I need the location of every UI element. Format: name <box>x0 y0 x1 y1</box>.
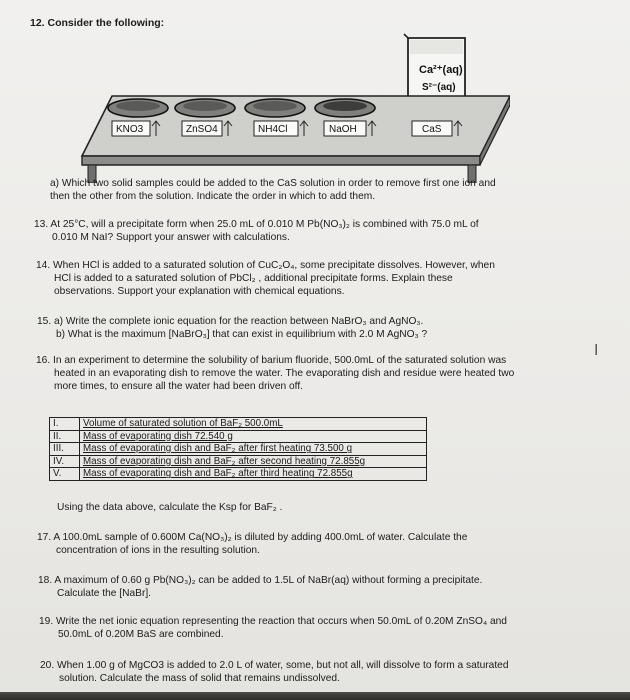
q18: 18. A maximum of 0.60 g Pb(NO₃)₂ can be added to 1.5L of NaBr(aq) without forming a precipitate. Calculate the [NaBr]. <box>38 575 483 599</box>
label-kno3: KNO3 <box>116 124 144 135</box>
q12-part-a: a) Which two solid samples could be added to the CaS solution in order to remove first one ion and then the other from the solution. Indicate the order in which to add them. <box>50 178 496 202</box>
beaker-ion-calcium: Ca²⁺(aq) <box>419 64 463 76</box>
label-znso4: ZnSO4 <box>186 124 218 135</box>
dish-znso4 <box>175 99 235 117</box>
beaker-ion-sulfide: S²⁻(aq) <box>422 82 456 93</box>
q16-prompt: Using the data above, calculate the Ksp for BaF₂ . <box>57 502 283 513</box>
q15: 15. a) Write the complete ionic equation for the reaction between NaBrO₃ and AgNO₃. b) What is the maximum [NaBrO₃] that can exist in equilibrium with 2.0 M AgNO₃ ? <box>37 316 428 340</box>
dish-nh4cl <box>245 99 305 117</box>
barium-fluoride-data-table <box>49 417 427 481</box>
dish-naoh <box>315 99 375 117</box>
table-row: III. Mass of evaporating dish and BaF₂ after first heating 73.500 g <box>50 443 427 456</box>
table-row: V. Mass of evaporating dish and BaF₂ after third heating 72.855g <box>50 468 427 481</box>
bottom-edge-shadow <box>0 692 630 700</box>
dish-knO3 <box>108 99 168 117</box>
q14: 14. When HCl is added to a saturated solution of CuC₂O₄, some precipitate dissolves. However, when HCl is added to a saturated solution of PbCl₂ , additional precipitate forms. Explain these observations. Support your explanation with chemical equations. <box>36 260 495 297</box>
sample-tray-figure <box>70 28 510 183</box>
table-row: IV. Mass of evaporating dish and BaF₂ after second heating 72.855g <box>50 455 427 468</box>
q19: 19. Write the net ionic equation representing the reaction that occurs when 50.0mL of 0.20M ZnSO₄ and 50.0mL of 0.20M BaS are combined. <box>39 616 507 640</box>
q13: 13. At 25°C, will a precipitate form when 25.0 mL of 0.010 M Pb(NO₃)₂ is combined with 75.0 mL of 0.010 M NaI? Support your answer with calculations. <box>34 219 479 243</box>
table-row: II. Mass of evaporating dish 72.540 g <box>50 430 427 443</box>
table-row: I. Volume of saturated solution of BaF₂ 500.0mL <box>50 418 427 431</box>
label-naoh: NaOH <box>329 124 357 135</box>
q20: 20. When 1.00 g of MgCO3 is added to 2.0 L of water, some, but not all, will dissolve to form a saturated solution. Calculate the mass of solid that remains undissolved. <box>40 660 509 684</box>
q12-title: 12. Consider the following: <box>30 17 165 29</box>
label-cas: CaS <box>422 124 442 135</box>
q16: 16. In an experiment to determine the solubility of barium fluoride, 500.0mL of the saturated solution was heated in an evaporating dish to remove the water. The evaporating dish and residue were heated two more times, to ensure all the water had been driven off. <box>36 355 515 392</box>
q17: 17. A 100.0mL sample of 0.600M Ca(NO₃)₂ is diluted by adding 400.0mL of water. Calculate the concentration of ions in the resulting solution. <box>37 532 468 556</box>
label-nh4cl: NH4Cl <box>258 124 288 135</box>
text-cursor-icon: I <box>594 341 599 359</box>
